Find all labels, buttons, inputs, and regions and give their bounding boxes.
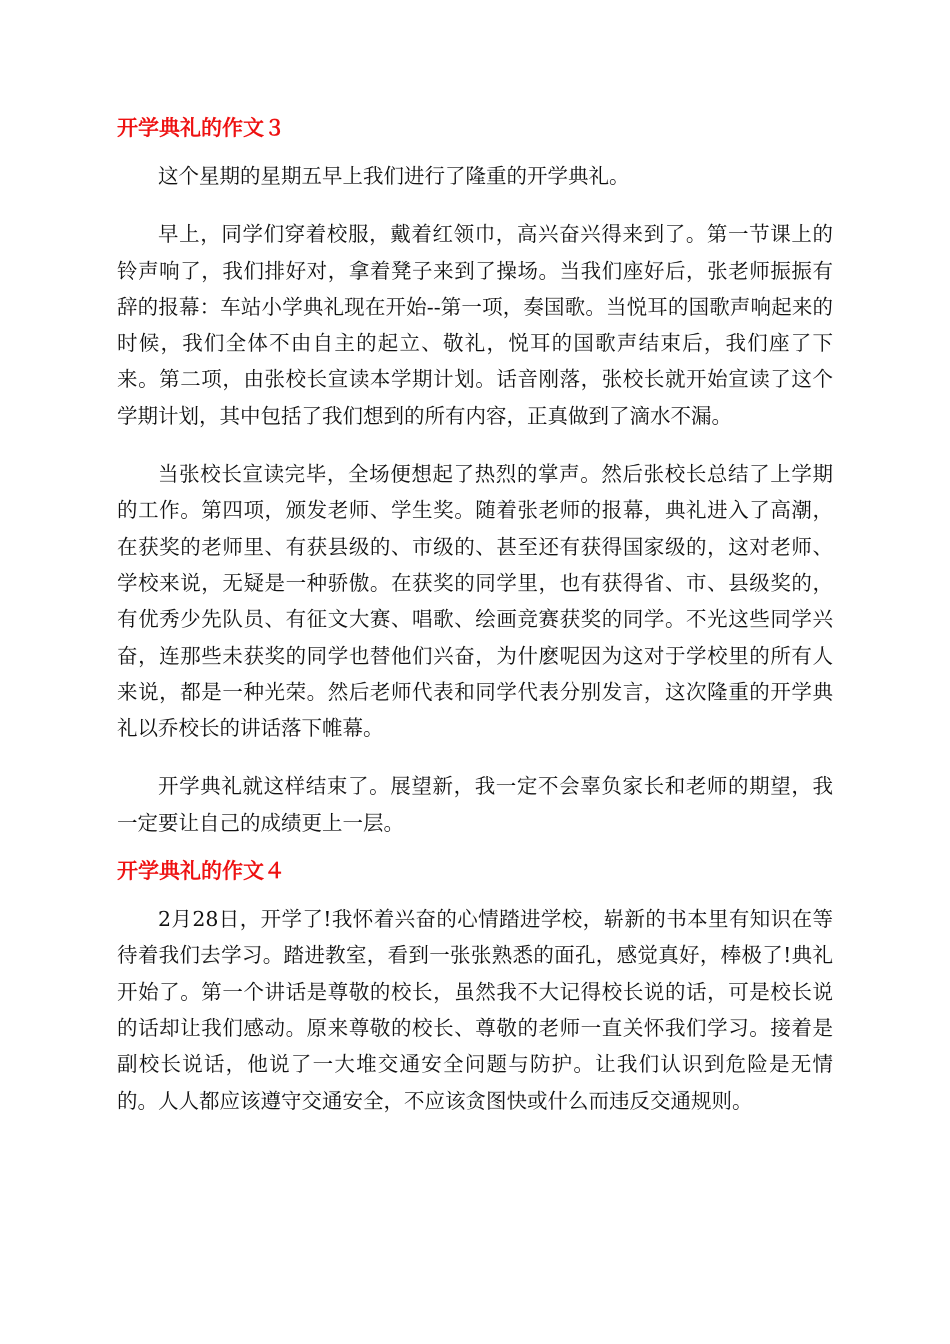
paragraph: 开学典礼就这样结束了。展望新，我一定不会辜负家长和老师的期望，我一定要让自己的成绩更上一层。	[117, 774, 833, 835]
paragraph: 早上，同学们穿着校服，戴着红领巾，高兴奋兴得来到了。第一节课上的铃声响了，我们排好对，拿着凳子来到了操场。当我们座好后，张老师振振有辞的报幕：车站小学典礼现在开始--第一项，奏国歌。当悦耳的国歌声响起来的时候，我们全体不由自主的起立、敬礼，悦耳的国歌声结束后，我们座了下来。第二项，由张校长宣读本学期计划。话音刚落，张校长就开始宣读了这个学期计划，其中包括了我们想到的所有内容，正真做到了滴水不漏。	[117, 222, 833, 428]
section-heading-3: 开学典礼的作文３	[117, 116, 285, 140]
paragraph: 2月28日，开学了!我怀着兴奋的心情踏进学校，崭新的书本里有知识在等待着我们去学习。踏进教室，看到一张张熟悉的面孔，感觉真好，棒极了!典礼开始了。第一个讲话是尊敬的校长，虽然我不大记得校长说的话，可是校长说的话却让我们感动。原来尊敬的校长、尊敬的老师一直关怀我们学习。接着是副校长说话，他说了一大堆交通安全问题与防护。让我们认识到危险是无情的。人人都应该遵守交通安全，不应该贪图快或什么而违反交通规则。	[117, 907, 833, 1113]
paragraph: 当张校长宣读完毕，全场便想起了热烈的掌声。然后张校长总结了上学期的工作。第四项，颁发老师、学生奖。随着张老师的报幕，典礼进入了高潮，在获奖的老师里、有获县级的、市级的、甚至还有获得国家级的，这对老师、学校来说，无疑是一种骄傲。在获奖的同学里，也有获得省、市、县级奖的，有优秀少先队员、有征文大赛、唱歌、绘画竞赛获奖的同学。不光这些同学兴奋，连那些未获奖的同学也替他们兴奋，为什麽呢因为这对于学校里的所有人来说，都是一种光荣。然后老师代表和同学代表分别发言，这次隆重的开学典礼以乔校长的讲话落下帷幕。	[117, 462, 833, 741]
document-body	[117, 110, 833, 1119]
section-heading-4: 开学典礼的作文４	[117, 859, 285, 884]
paragraph: 这个星期的星期五早上我们进行了隆重的开学典礼。	[158, 164, 630, 188]
